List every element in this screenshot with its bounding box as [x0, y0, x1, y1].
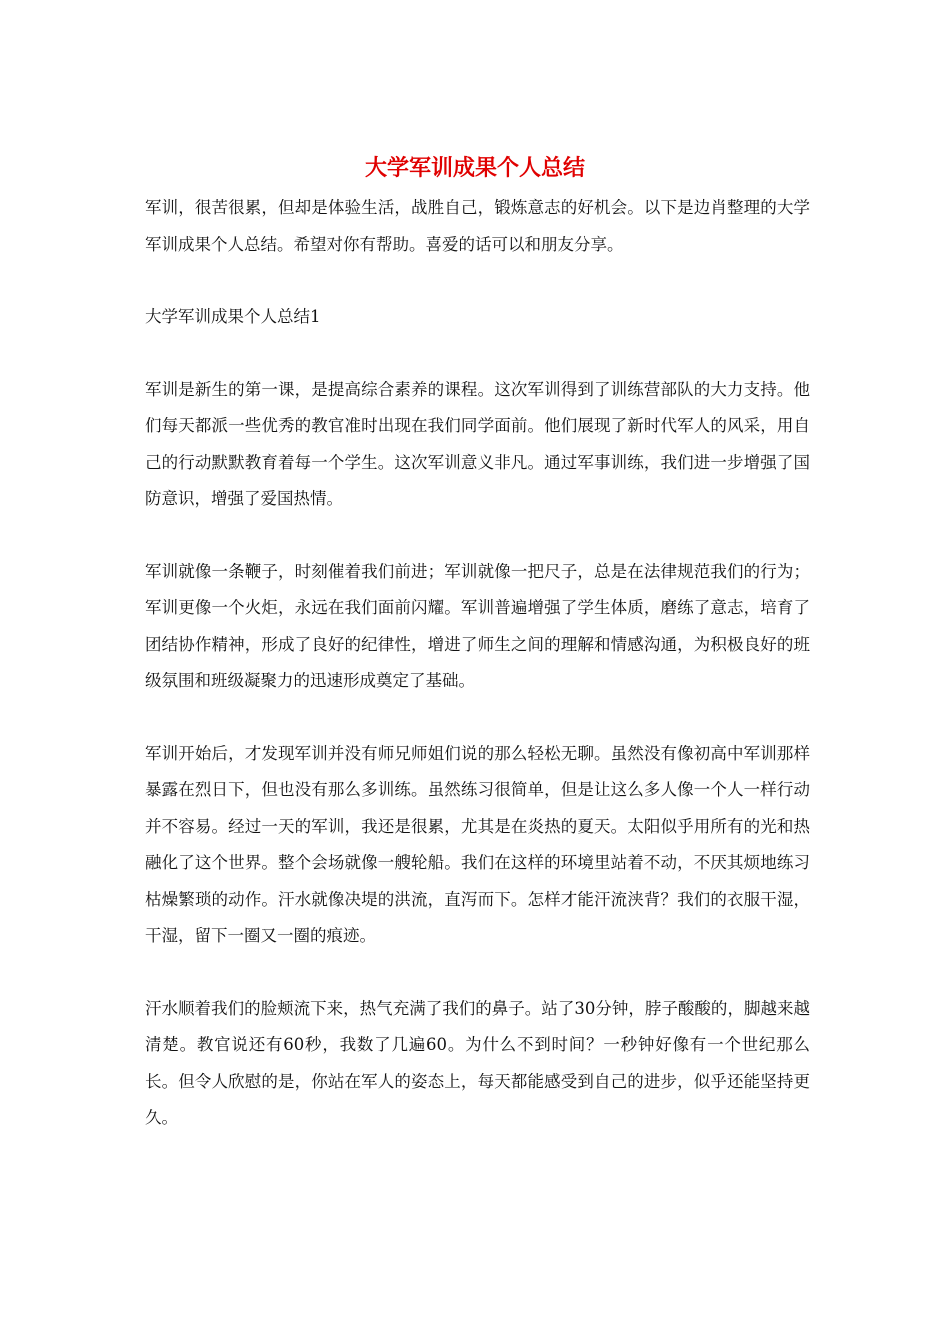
intro-paragraph: 军训，很苦很累，但却是体验生活，战胜自己，锻炼意志的好机会。以下是边肖整理的大学军训成果个人总结。希望对你有帮助。喜爱的话可以和朋友分享。 — [145, 198, 810, 254]
document-body — [145, 190, 810, 1173]
body-paragraph-2: 军训就像一条鞭子，时刻催着我们前进；军训就像一把尺子，总是在法律规范我们的行为；军训更像一个火炬，永远在我们面前闪耀。军训普遍增强了学生体质，磨练了意志，培育了团结协作精神，形成了良好的纪律性，增进了师生之间的理解和情感沟通，为积极良好的班级氛围和班级凝聚力的迅速形成奠定了基础。 — [145, 561, 810, 690]
body-paragraph-3: 军训开始后，才发现军训并没有师兄师姐们说的那么轻松无聊。虽然没有像初高中军训那样暴露在烈日下，但也没有那么多训练。虽然练习很简单，但是让这么多人像一个人一样行动并不容易。经过一天的军训，我还是很累，尤其是在炎热的夏天。太阳似乎用所有的光和热融化了这个世界。整个会场就像一艘轮船。我们在这样的环境里站着不动，不厌其烦地练习枯燥繁琐的动作。汗水就像决堤的洪流，直泻而下。怎样才能汗流浃背？我们的衣服干湿，干湿，留下一圈又一圈的痕迹。 — [145, 743, 810, 945]
document-title: 大学军训成果个人总结 — [364, 155, 585, 181]
section-heading: 大学军训成果个人总结1 — [145, 307, 321, 326]
body-paragraph-1: 军训是新生的第一课，是提高综合素养的课程。这次军训得到了训练营部队的大力支持。他们每天都派一些优秀的教官准时出现在我们同学面前。他们展现了新时代军人的风采，用自己的行动默默教育着每一个学生。这次军训意义非凡。通过军事训练，我们进一步增强了国防意识，增强了爱国热情。 — [145, 379, 810, 508]
body-paragraph-4: 汗水顺着我们的脸颊流下来，热气充满了我们的鼻子。站了30分钟，脖子酸酸的，脚越来越清楚。教官说还有60秒，我数了几遍60。为什么不到时间？一秒钟好像有一个世纪那么长。但令人欣慰的是，你站在军人的姿态上，每天都能感受到自己的进步，似乎还能坚持更久。 — [145, 998, 810, 1127]
